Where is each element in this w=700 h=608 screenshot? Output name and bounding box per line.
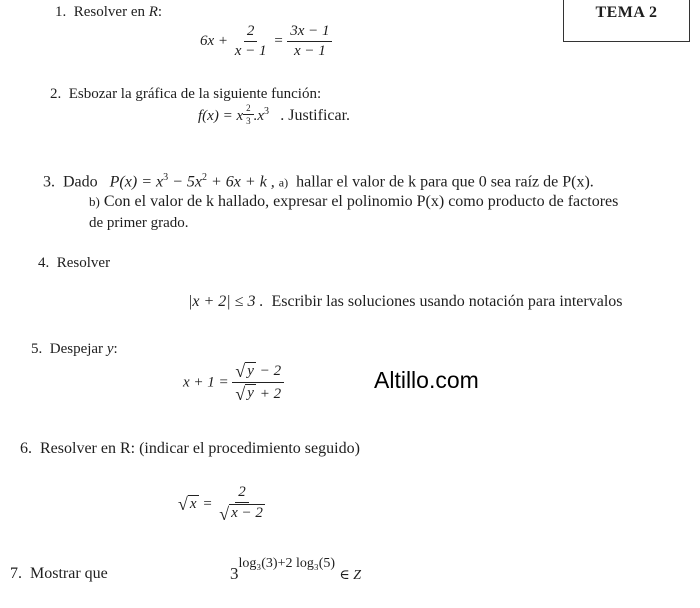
problem-5-heading: 5. Despejar y: (31, 341, 118, 357)
problem-4-inequality: |x + 2| ≤ 3 . Escribir las soluciones usando notación para intervalos (188, 293, 623, 310)
tema-box (563, 0, 690, 42)
problem-3-line2: b) Con el valor de k hallado, expresar el polinomio P(x) como producto de factores (89, 193, 619, 210)
problem-6-heading: 6. Resolver en R: (indicar el procedimiento seguido) (20, 440, 360, 457)
problem-2-function: f(x) = x $\frac{2}{3}$ $.x^3$ . Justificar. (198, 103, 351, 127)
problem-4-heading: 4. Resolver (38, 255, 111, 271)
problem-6-equation: √ x = $\frac{2}{√ x - 2}$ (178, 484, 263, 524)
problem-1-equation: 6x + $\frac{2}{x - 1}$ = $\frac{3x - 1}{x - 1}$ (200, 24, 332, 60)
problem-1-heading: 1. Resolver en R: (55, 4, 163, 20)
tema-label: TEMA 2 (595, 4, 658, 21)
problem-5-equation: x + 1 = $\frac{√ y - 2}{√ y + 2}$ (183, 362, 284, 404)
problem-7-expression: $3^{log_3(3)+2 log_3(5)}$ $_{\in Z}$ (230, 556, 361, 583)
problem-3-line3: de primer grado. (89, 215, 189, 231)
problem-3-line1: 3. Dado $P(x) = x^3 - 5x^2 + 6x + k$ , a) hallar el valor de k para que 0 sea raíz de P(x). (43, 172, 594, 191)
watermark: Altillo.com (374, 367, 479, 393)
problem-7-heading: 7. Mostrar que (10, 565, 108, 582)
problem-2-heading: 2. Esbozar la gráfica de la siguiente función: (50, 86, 322, 102)
